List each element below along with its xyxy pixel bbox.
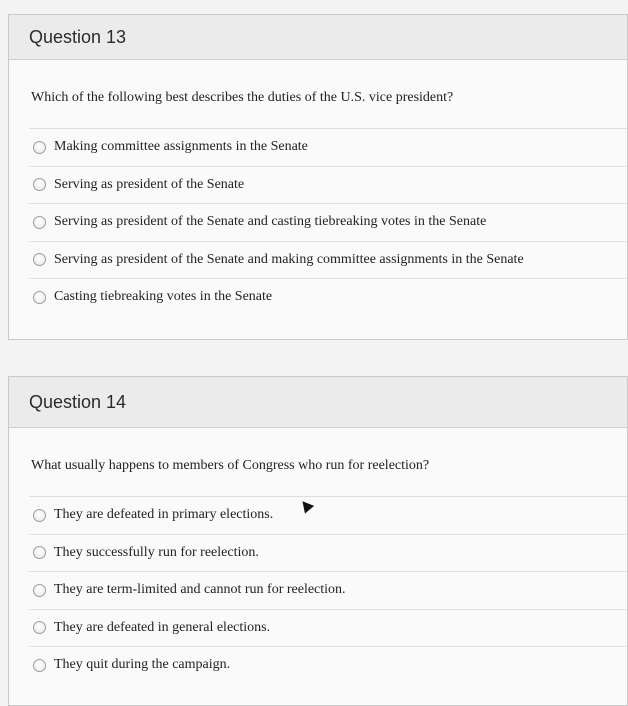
radio-button[interactable]: [33, 659, 46, 672]
question-card-14: [8, 376, 628, 706]
answer-option[interactable]: [29, 497, 627, 535]
answer-list: [29, 129, 627, 316]
answer-option[interactable]: [29, 242, 627, 280]
radio-button[interactable]: [33, 584, 46, 597]
question-prompt: Which of the following best describes the duties of the U.S. vice president?: [29, 60, 627, 129]
answer-label: They successfully run for reelection.: [54, 544, 259, 560]
answer-label: Making committee assignments in the Senate: [54, 139, 308, 155]
question-prompt: What usually happens to members of Congress who run for reelection?: [29, 428, 627, 497]
answer-option[interactable]: [29, 647, 627, 684]
radio-button[interactable]: [33, 141, 46, 154]
radio-button[interactable]: [33, 546, 46, 559]
question-title: Question 13: [9, 15, 627, 60]
answer-label: Casting tiebreaking votes in the Senate: [54, 289, 273, 305]
answer-label: Serving as president of the Senate: [54, 176, 245, 192]
answer-label: They are defeated in general elections.: [54, 619, 271, 635]
radio-button[interactable]: [33, 291, 46, 304]
answer-label: They are defeated in primary elections.: [54, 507, 274, 523]
answer-option[interactable]: [29, 129, 627, 167]
radio-button[interactable]: [33, 509, 46, 522]
answer-option[interactable]: [29, 279, 627, 316]
question-title: Question 14: [9, 377, 627, 428]
answer-label: They are term-limited and cannot run for reelection.: [54, 582, 346, 598]
answer-option[interactable]: [29, 572, 627, 610]
radio-button[interactable]: [33, 621, 46, 634]
answer-option[interactable]: [29, 204, 627, 242]
answer-option[interactable]: [29, 167, 627, 205]
radio-button[interactable]: [33, 178, 46, 191]
answer-label: Serving as president of the Senate and making committee assignments in the Senate: [54, 251, 524, 267]
question-card-13: [8, 14, 628, 340]
answer-option[interactable]: [29, 610, 627, 648]
answer-label: Serving as president of the Senate and casting tiebreaking votes in the Senate: [54, 214, 487, 230]
answer-list: [29, 497, 627, 684]
radio-button[interactable]: [33, 253, 46, 266]
radio-button[interactable]: [33, 216, 46, 229]
answer-option[interactable]: [29, 535, 627, 573]
answer-label: They quit during the campaign.: [54, 657, 231, 673]
